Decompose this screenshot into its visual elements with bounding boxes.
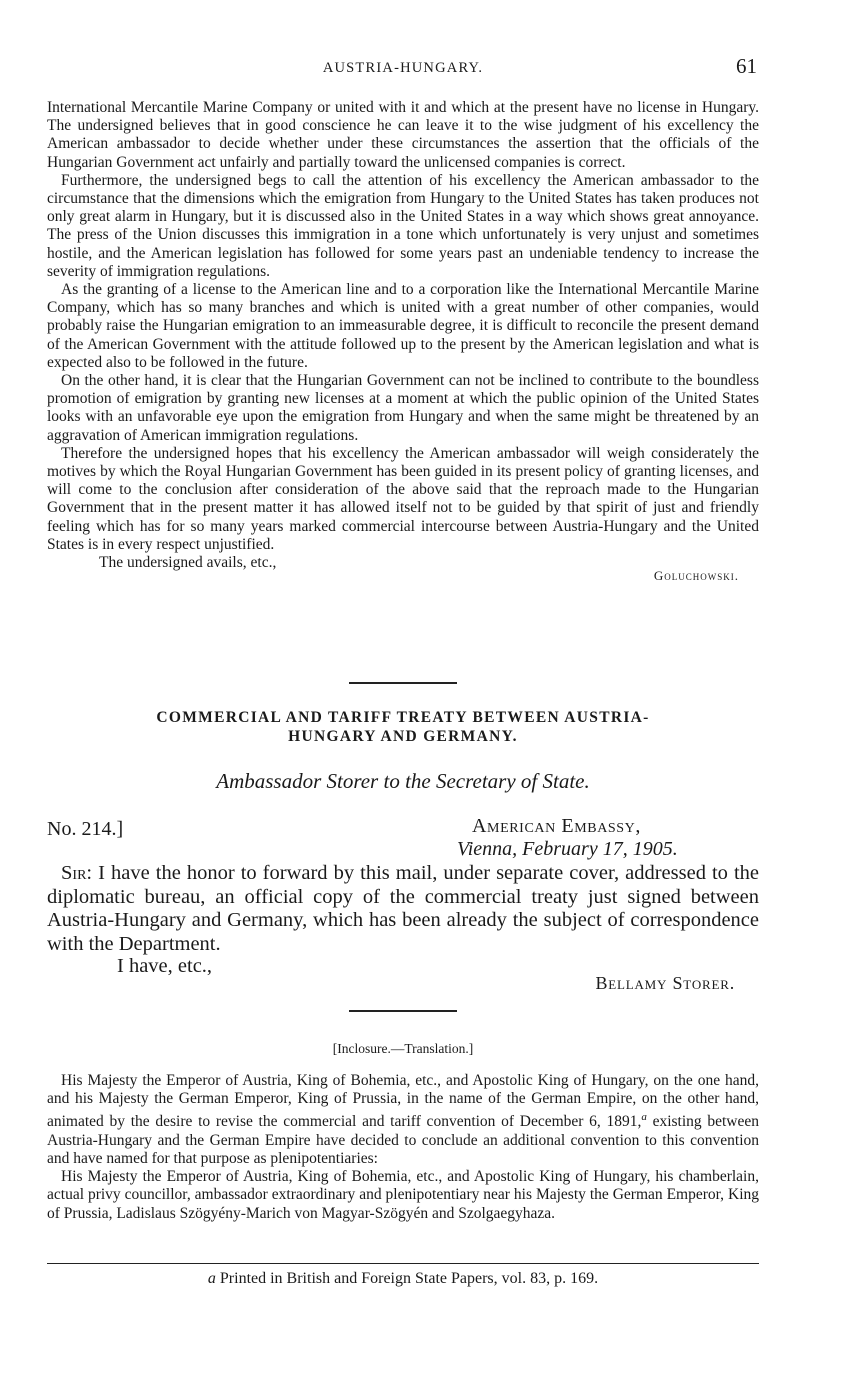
footnote-reference: a xyxy=(641,1111,647,1124)
paragraph: Furthermore, the undersigned begs to call the attention of his excellency the American ambassador to the circumstance that the dimensions which the emigration from Hungary to the United States has taken produces not only great alarm in Hungary, but it is discussed also in the United States in a way which shows great annoyance. The press of the Union discusses this immigration in a tone which unfortunately is very unjust and sometimes hostile, and the American legislation has followed for some years past an undeniable tendency to increase the severity of immigration regulations. xyxy=(47,171,759,280)
dispatch-body-text: I have the honor to forward by this mail, under separate cover, addressed to the diplomatic bureau, an official copy of the commercial treaty just signed between Austria-Hungary and Germany, which has been already the subject of correspondence with the Department. xyxy=(47,862,760,955)
heading-line: COMMERCIAL AND TARIFF TREATY BETWEEN AUSTRIA- xyxy=(156,709,650,726)
section-heading xyxy=(47,708,759,746)
heading-line: HUNGARY AND GERMANY. xyxy=(288,728,518,745)
letter-continuation xyxy=(47,99,759,584)
section-divider xyxy=(349,682,457,684)
paragraph: As the granting of a license to the American line and to a corporation like the International Mercantile Marine Company, which has so many branches and which is united with a great number of other companies, would probably raise the Hungarian emigration to an immeasurable degree, it is difficult to reconcile the present demand of the American Government with the attitude followed up to the present by the American legislation and what is expected also to be followed in the future. xyxy=(47,281,759,371)
running-head xyxy=(47,54,759,82)
footnote xyxy=(47,1270,759,1288)
dispatch-closing xyxy=(47,955,759,993)
footnote-mark: a xyxy=(207,1270,216,1287)
closing-phrase: The undersigned avails, etc., xyxy=(99,554,277,572)
dispatch-number: No. 214.] xyxy=(47,818,124,840)
letter-closing xyxy=(47,554,759,584)
paragraph-text: His Majesty the Emperor of Austria, King of Bohemia, etc., and Apostolic King of Hungary, on the one hand, and his Majesty the German Emperor, King of Prussia, in the name of the German Empire, on the other hand, animated by the desire to revise the commercial and tariff convention of December 6, 1891, xyxy=(47,1072,759,1131)
section-subheading: Ambassador Storer to the Secretary of State. xyxy=(216,769,590,793)
embassy-name: American Embassy, xyxy=(472,815,641,837)
dispatch-date: Vienna, February 17, 1905. xyxy=(457,838,678,860)
page-number: 61 xyxy=(736,54,757,78)
paragraph-text: existing between Austria-Hungary and the German Empire have decided to conclude an additional convention to this convention and have named for that purpose as plenipotentiaries: xyxy=(47,1113,759,1167)
paragraph: Therefore the undersigned hopes that his excellency the American ambassador will weigh considerately the motives by which the Royal Hungarian Government has been guided in its present policy of granting licenses, and will come to the conclusion after consideration of the above said that the reproach made to the Hungarian Government that in the present matter it has allowed itself not to be guided by that spirit of just and friendly feeling which has for so many years marked commercial intercourse between Austria-Hungary and the United States is in every respect unjustified. xyxy=(47,444,759,553)
paragraph: On the other hand, it is clear that the Hungarian Government can not be inclined to contribute to the boundless promotion of emigration by granting new licenses at a moment at which the public opinion of the United States looks with an unfavorable eye upon the emigration from Hungary and when the same might be threatened by an aggravation of American immigration regulations. xyxy=(47,372,759,444)
inclosure-text xyxy=(47,1072,759,1223)
footnote-rule xyxy=(47,1263,759,1264)
signature: Bellamy Storer. xyxy=(595,973,735,993)
dispatch-body xyxy=(47,862,759,956)
footnote-text: Printed in British and Foreign State Papers, vol. 83, p. 169. xyxy=(219,1270,599,1287)
dispatch-header xyxy=(47,815,759,865)
inclosure-label: [Inclosure.—Translation.] xyxy=(332,1041,474,1056)
running-title: AUSTRIA-HUNGARY. xyxy=(322,60,484,76)
section-divider xyxy=(349,1010,457,1012)
paragraph: International Mercantile Marine Company or united with it and which at the present have no license in Hungary. The undersigned believes that in good conscience he can leave it to the wise judgment of his excellency the American ambassador to decide whether under these circumstances the assertion that the officials of the Hungarian Government act unfairly and partially toward the unlicensed companies is correct. xyxy=(47,99,759,171)
paragraph xyxy=(47,1072,759,1168)
signature: Goluchowski. xyxy=(653,568,739,584)
closing-phrase: I have, etc., xyxy=(117,955,213,977)
paragraph: His Majesty the Emperor of Austria, King of Bohemia, etc., and Apostolic King of Hungary, his chamberlain, actual privy councillor, ambassador extraordinary and plenipotentiary near his Majesty the German Emperor, King of Prussia, Ladislaus Szögyény-Marich von Magyar-Szögyén and Szolgaegyhaza. xyxy=(47,1168,759,1222)
salutation: Sir: xyxy=(61,862,93,884)
